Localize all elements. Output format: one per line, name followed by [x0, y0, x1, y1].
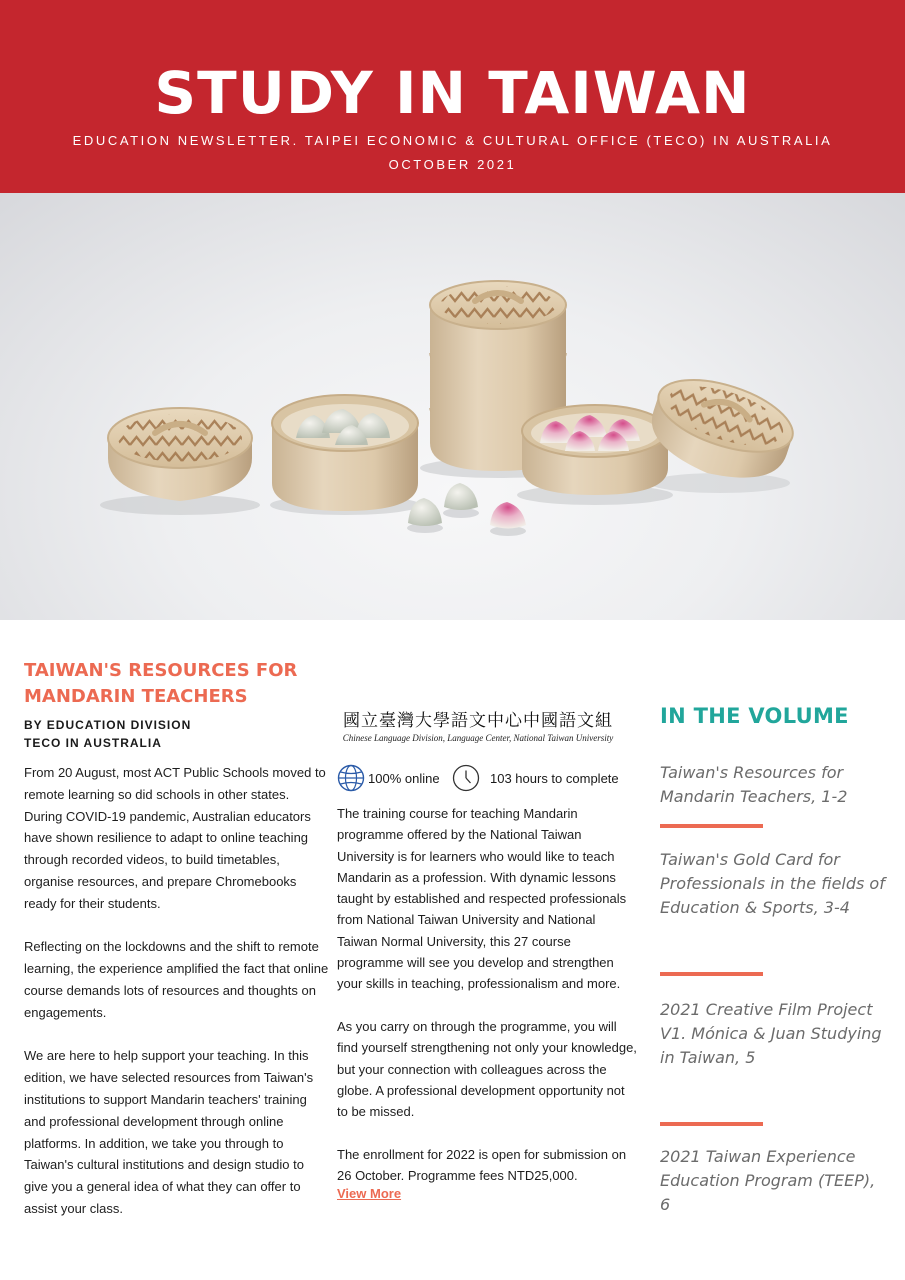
course-paragraph: The enrollment for 2022 is open for submission on 26 October. Programme fees NTD25,000. — [337, 1146, 627, 1184]
globe-icon — [337, 764, 365, 792]
volume-item[interactable]: 2021 Taiwan Experience Education Program (TEEP), 6 — [660, 1147, 876, 1214]
volume-item[interactable]: Taiwan's Gold Card for Professionals in the fields of Education & Sports, 3-4 — [660, 850, 885, 917]
volume-heading: IN THE VOLUME — [660, 704, 849, 728]
volume-divider — [660, 972, 763, 976]
logo-chinese-text: 國立臺灣大學語文中心中國語文組 — [343, 711, 613, 731]
view-more-link[interactable]: View More — [337, 1186, 402, 1201]
volume-item[interactable]: 2021 Creative Film Project V1. Mónica & Juan Studying in Taiwan, 5 — [660, 1000, 882, 1067]
newsletter-date: OCTOBER 2021 — [388, 157, 517, 172]
course-facts — [337, 763, 637, 793]
hours-label: 103 hours to complete — [490, 770, 619, 786]
online-fact — [337, 763, 440, 793]
article-body — [24, 762, 329, 1242]
newsletter-subtitle: EDUCATION NEWSLETTER. TAIPEI ECONOMIC & CULTURAL OFFICE (TECO) IN AUSTRALIA — [72, 133, 833, 148]
clock-icon — [452, 764, 480, 792]
volume-divider — [660, 1122, 763, 1126]
hero-image — [0, 193, 905, 620]
hours-fact — [452, 763, 619, 793]
course-paragraph: As you carry on through the programme, you will find yourself strengthening not only your knowledge, but your connection with colleagues across the globe. A professional development opportunity not to be missed. — [337, 1018, 637, 1120]
byline-line-1: BY EDUCATION DIVISION — [24, 718, 192, 732]
volume-item[interactable]: Taiwan's Resources for Mandarin Teachers, 1-2 — [660, 763, 848, 806]
online-label: 100% online — [368, 770, 440, 786]
article-paragraph: We are here to help support your teaching. In this edition, we have selected resources from Taiwan's institutions to support Mandarin teachers' training and professional development through online platforms. In addition, we take you through to Taiwan's cultural institutions and design studio to give you a general idea of what they can offer to assist your class. — [24, 1048, 314, 1216]
article-paragraph: From 20 August, most ACT Public Schools moved to remote learning so did schools in other states. During COVID-19 pandemic, Australian educators have shown resilience to adapt to online teaching through recorded videos, to build timetables, organise resources, and prepare Chromebooks ready for their students. — [24, 765, 326, 911]
newsletter-header — [0, 0, 905, 193]
newsletter-title: STUDY IN TAIWAN — [154, 59, 751, 127]
article-paragraph: Reflecting on the lockdowns and the shift to remote learning, the experience amplified the fact that online course demands lots of resources and thoughts on engagements. — [24, 939, 329, 1020]
course-paragraph: The training course for teaching Mandarin programme offered by the National Taiwan University is for learners who would like to teach Mandarin as a profession. With dynamic lessons taught by established and respected professionals from National Taiwan University and National Taiwan Normal University, this 27 course programme will see you develop and strengthen your skills in teaching, professionalism and more. — [337, 806, 627, 992]
steamer-baskets-illustration — [0, 193, 905, 620]
article-byline — [24, 716, 191, 752]
volume-divider — [660, 824, 763, 828]
logo-english-text: Chinese Language Division, Language Center, National Taiwan University — [342, 733, 614, 743]
article-title: TAIWAN'S RESOURCES FOR MANDARIN TEACHERS — [24, 660, 298, 707]
byline-line-2: TECO IN AUSTRALIA — [24, 736, 162, 750]
ntu-language-center-logo — [338, 710, 618, 750]
course-body — [337, 803, 637, 1208]
